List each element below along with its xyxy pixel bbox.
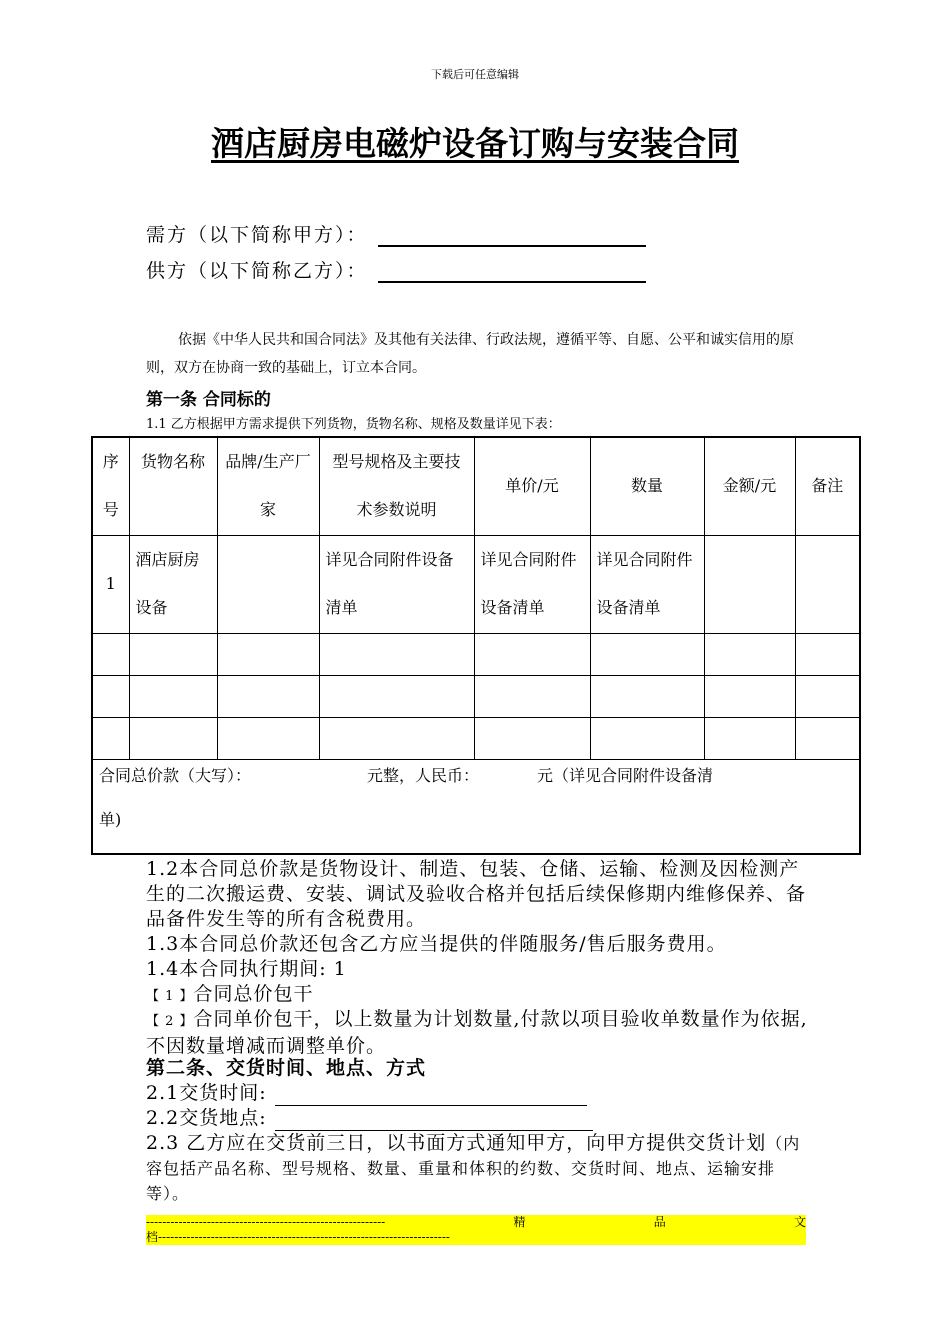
clause-2-3: 2.3 乙方应在交货前三日，以书面方式通知甲方，向甲方提供交货计划（内容包括产品名称、型号规格、数量、重量和体积的约数、交货时间、地点、运输安排等）。 [146,1132,801,1203]
delivery-place-blank [275,1112,593,1131]
table-row [92,675,860,717]
footer-line-1: ----------------------------------------------------------- 精 品 文 [146,1215,806,1229]
total-label-words: 合同总价款（大写）： [99,765,252,785]
table-row [92,717,860,759]
option-2-mark: 【 2 】 [146,1014,194,1029]
total-label-yuan: 元（详见合同附件设备清 [537,765,714,785]
cell-amount [704,535,795,633]
header-brand: 品牌/生产厂家 [217,437,319,535]
table-row [92,633,860,675]
header-note: 备注 [795,437,860,535]
header-amount: 金额/元 [704,437,795,535]
table-header-row [92,437,860,535]
cell-price: 详见合同附件设备清单 [474,535,590,633]
clause-1-4: 1.4本合同执行期间: 1 [146,958,347,980]
clause-2-1: 2.1交货时间: [146,1081,811,1106]
total-label-tail: 单) [99,809,122,829]
header-spec: 型号规格及主要技术参数说明 [319,437,474,535]
cell-no: 1 [92,535,129,633]
page-title: 酒店厨房电磁炉设备订购与安装合同 [211,124,739,163]
clause-1-3: 1.3本合同总价款还包含乙方应当提供的伴随服务/售后服务费用。 [146,933,727,955]
header-qty: 数量 [590,437,704,535]
header-name: 货物名称 [129,437,217,535]
goods-table [91,436,861,855]
clause-2-2: 2.2交货地点: [146,1106,811,1131]
seller-blank [378,263,646,283]
article1-title: 第一条 合同标的 [146,390,271,410]
cell-note [795,535,860,633]
article2-title: 第二条、交货时间、地点、方式 [146,1057,427,1079]
buyer-blank [378,227,646,247]
buyer-label: 需方（以下简称甲方）： [146,224,368,246]
clause-1-1: 1.1 乙方根据甲方需求提供下列货物，货物名称、规格及数量详见下表： [146,417,561,432]
seller-party [146,256,646,283]
cell-name: 酒店厨房设备 [129,535,217,633]
delivery-time-blank [275,1087,587,1106]
option-1-text: 合同总价包干 [193,983,314,1005]
option-1-mark: 【 1 】 [146,989,194,1004]
seller-label: 供方（以下简称乙方）： [146,260,368,282]
option-2 [146,1007,811,1059]
clause-1-2: 1.2本合同总价款是货物设计、制造、包装、仓储、运输、检测及因检测产生的二次搬运费、安装、调试及验收合格并包括后续保修期内维修保养、备品备件发生等的所有含税费用。 [146,858,807,930]
total-label-rmb: 元整，人民币： [367,765,480,785]
option-1 [146,982,811,1009]
cell-spec: 详见合同附件设备清单 [319,535,474,633]
cell-brand [217,535,319,633]
table-row [92,535,860,633]
intro-paragraph: 依据《中华人民共和国合同法》及其他有关法律、行政法规，遵循平等、自愿、公平和诚实信用的原则，双方在协商一致的基础上，订立本合同。 [146,332,794,376]
buyer-party [146,220,646,247]
cell-qty: 详见合同附件设备清单 [590,535,704,633]
header-note: 下载后可任意编辑 [431,68,519,81]
option-2-text: 合同单价包干，以上数量为计划数量,付款以项目验收单数量作为依据,不因数量增减而调整单价。 [146,1008,808,1057]
footer-watermark [146,1215,806,1245]
footer-line-2: 档------------------------------------------------------------------------ [146,1230,450,1244]
header-no: 序号 [92,437,129,535]
total-cell [92,759,860,854]
total-row [92,759,860,854]
header-price: 单价/元 [474,437,590,535]
